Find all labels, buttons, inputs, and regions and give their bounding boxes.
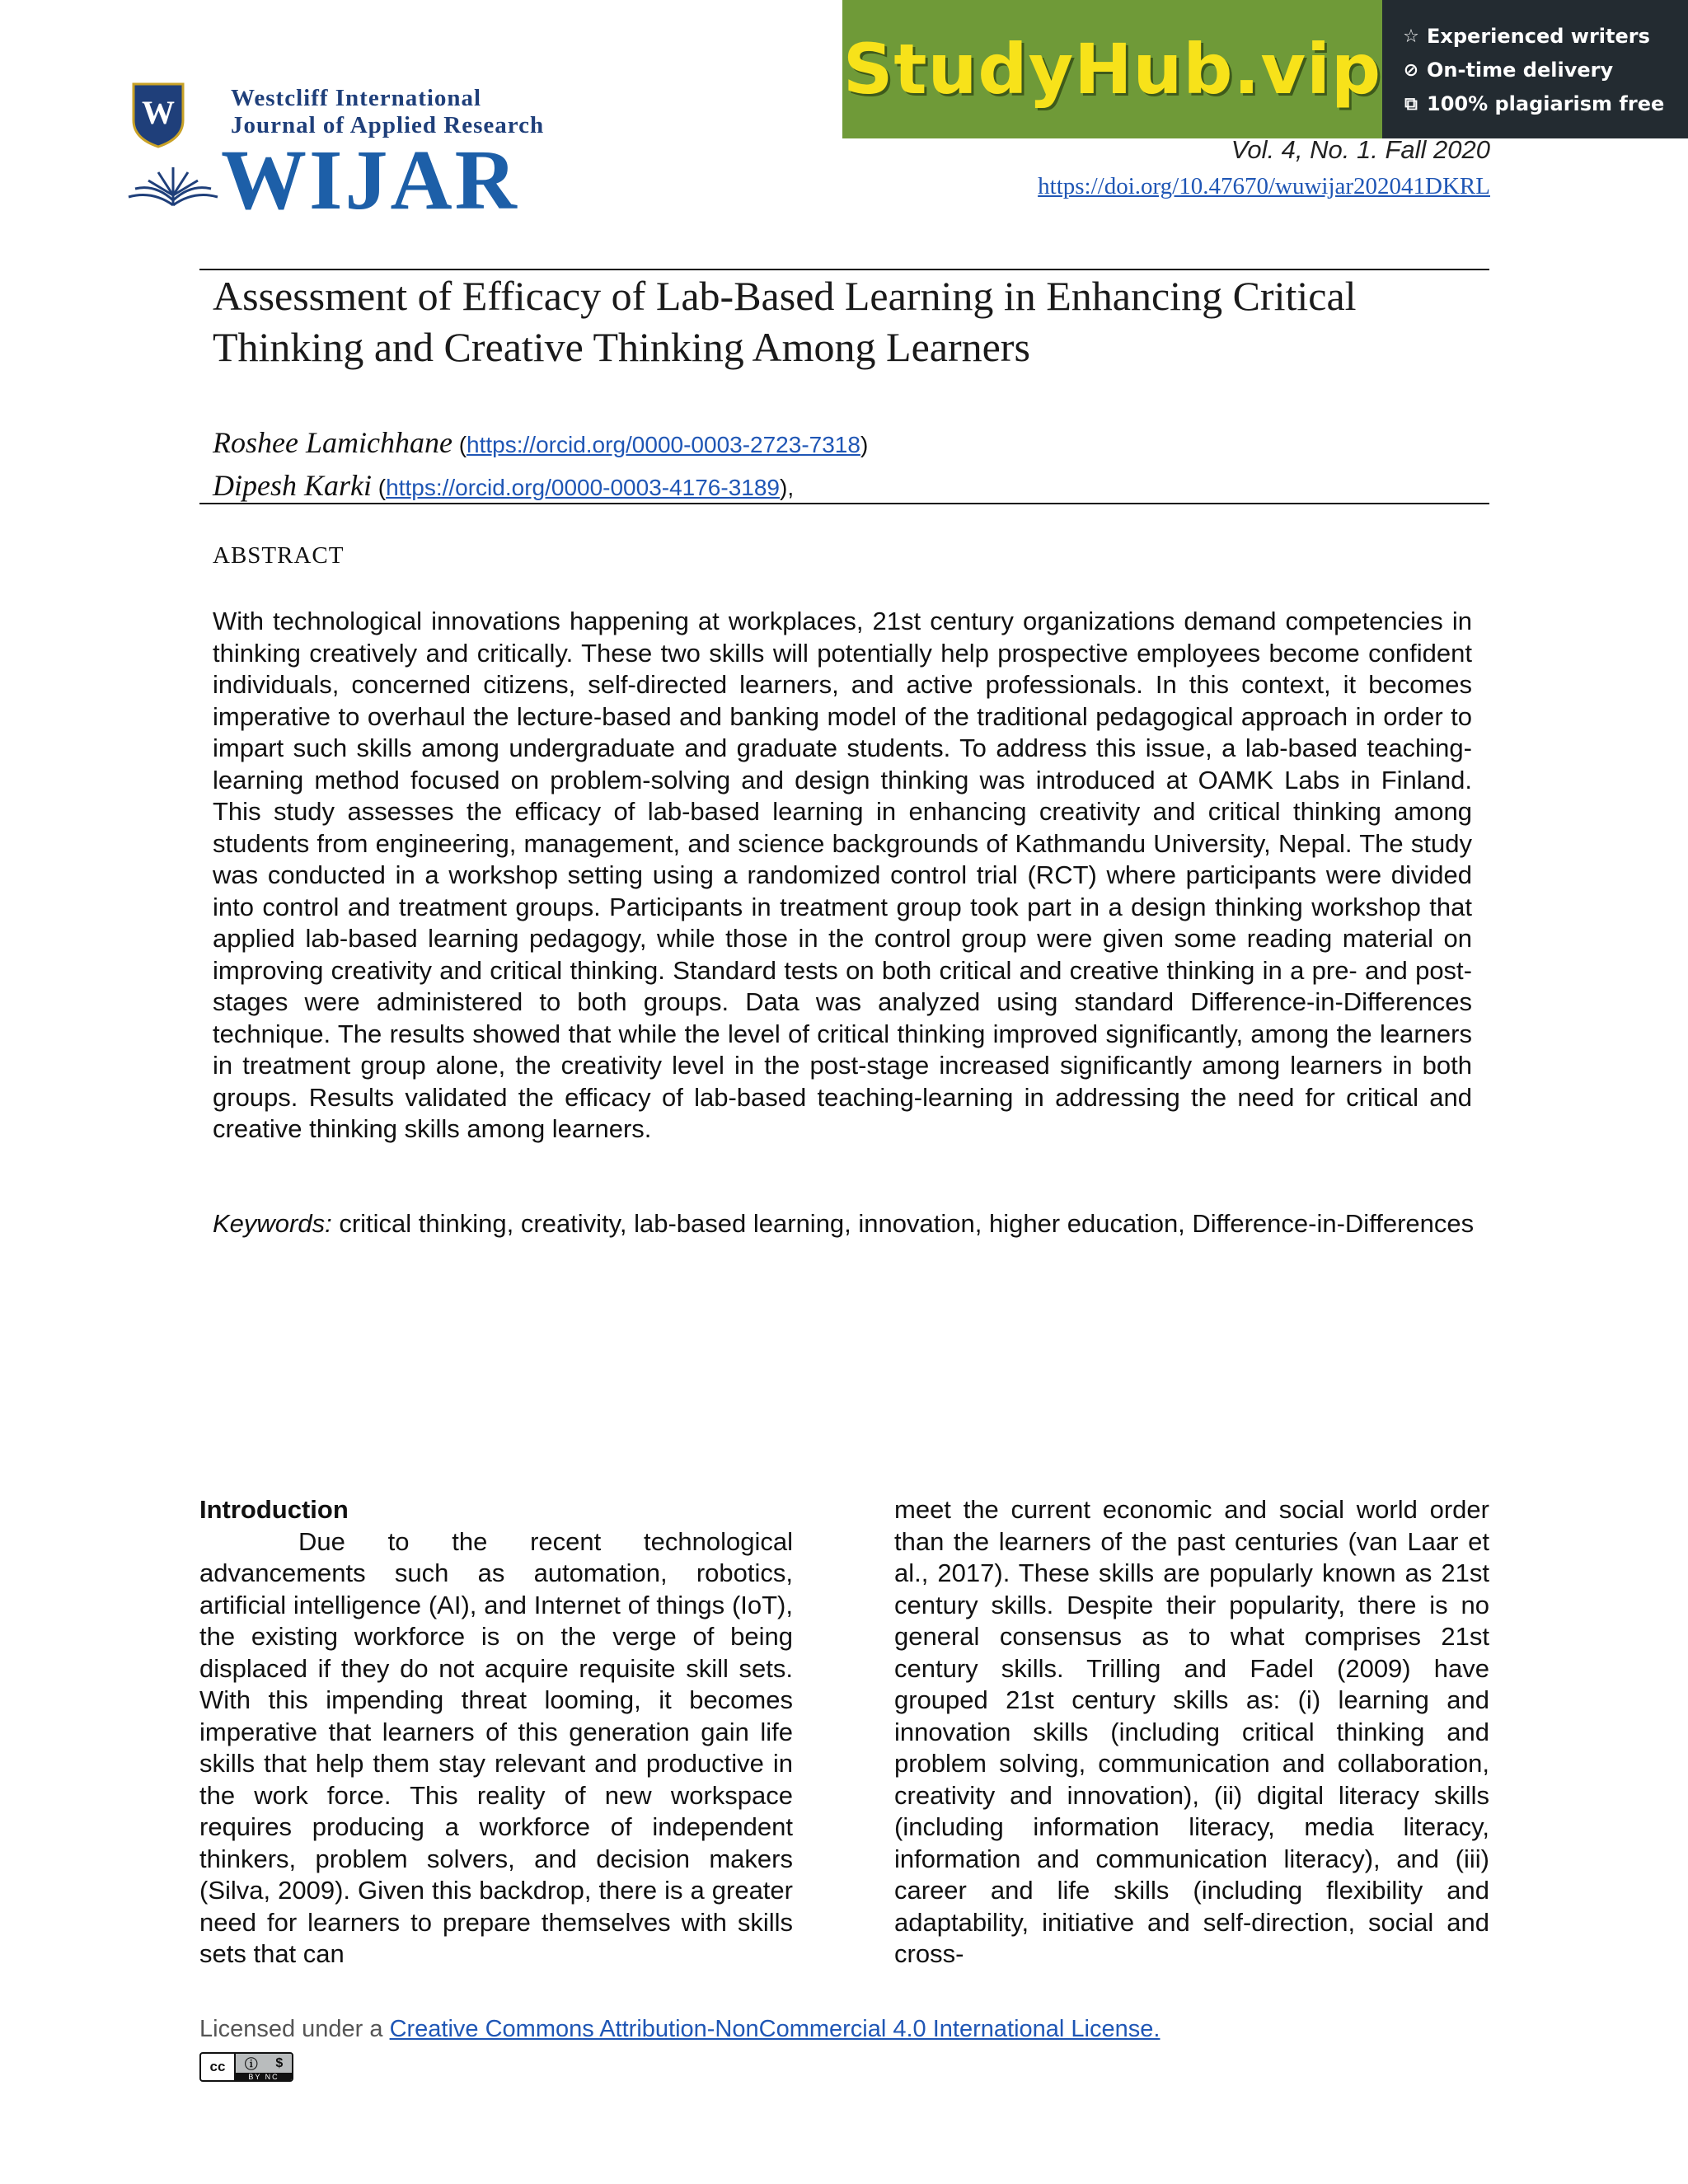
paper-title-line1: Assessment of Efficacy of Lab-Based Learning in Enhancing Critical [213, 273, 1357, 319]
volume-info: Vol. 4, No. 1. Fall 2020 [1231, 135, 1490, 164]
open-book-icon [124, 159, 223, 212]
intro-paragraph-left: Due to the recent technological advancements such as automation, robotics, artificial intelligence (AI), and Internet of things (IoT), the existing workforce is on the verge of being displaced if they do not acquire requisite skill sets. With this impending threat looming, it becomes imperative that learners of this generation gain life skills that help them stay relevant and productive in the work force. This reality of new workspace requires producing a workforce of independent thinkers, problem solvers, and decision makers (Silva, 2009). Given this backdrop, there is a greater need for learners to prepare themselves with skills sets that can [199, 1526, 793, 1968]
author-name: Dipesh Karki [213, 469, 372, 502]
paper-title [213, 270, 1482, 373]
journal-logo [124, 78, 560, 227]
journal-name-line1: Westcliff International [231, 85, 482, 111]
body-column-left [199, 1494, 793, 1971]
shield-logo-icon [132, 82, 185, 148]
license-link[interactable]: Creative Commons Attribution-NonCommercial 4.0 International License. [389, 2016, 1160, 2042]
author-entry: Roshee Lamichhane (https://orcid.org/0000-0003-2723-7318) [213, 426, 869, 459]
cc-badge-text: BY NC [236, 2073, 292, 2081]
noncommercial-icon: $ [275, 2055, 284, 2070]
journal-acronym: WIJAR [221, 133, 519, 227]
orcid-link[interactable]: https://orcid.org/0000-0003-2723-7318 [467, 432, 860, 457]
ad-feature-label: Experienced writers [1427, 25, 1650, 48]
author-suffix: ) [860, 432, 869, 457]
attribution-icon: ⓘ [244, 2058, 258, 2072]
author-name: Roshee Lamichhane [213, 426, 452, 459]
keywords-label: Keywords: [213, 1209, 332, 1238]
abstract-heading: ABSTRACT [213, 542, 345, 569]
doi-link[interactable]: https://doi.org/10.47670/wuwijar202041DKRL [1038, 173, 1490, 199]
authors-bottom-rule [199, 503, 1489, 504]
license-notice [199, 2016, 1160, 2043]
section-heading-introduction: Introduction [199, 1495, 349, 1524]
keywords-text: critical thinking, creativity, lab-based learning, innovation, higher education, Difference-in-Differences [331, 1209, 1475, 1238]
ad-feature-item [1400, 20, 1688, 54]
author-suffix: ), [780, 475, 795, 500]
orcid-link[interactable]: https://orcid.org/0000-0003-4176-3189 [386, 475, 780, 500]
ad-banner-brand[interactable]: StudyHub.vip [842, 29, 1382, 110]
journal-name-line2: Journal of Applied Research [231, 112, 545, 138]
svg-text:W: W [142, 94, 175, 131]
ad-feature-label: On-time delivery [1427, 59, 1614, 82]
intro-paragraph-right: meet the current economic and social world order than the learners of the past centuries (van Laar et al., 2017). These skills are popularly known as 21st century skills. Despite their popularity, there is no general consensus as to what comprises 21st century skills. Trilling and Fadel (2009) have grouped 21st century skills as: (i) learning and innovation skills (including critical thinking and problem solving, communication and collaboration, creativity and innovation), (ii) digital literacy skills (including information literacy, media literacy, information and communication literacy), and (iii) career and life skills (including flexibility and adaptability, initiative and self-direction, social and cross- [894, 1495, 1489, 1968]
copy-icon: ⧉ [1404, 94, 1418, 115]
cc-license-badge[interactable] [199, 2052, 293, 2082]
author-entry: Dipesh Karki (https://orcid.org/0000-0003-4176-3189), [213, 469, 795, 502]
star-icon: ☆ [1403, 26, 1419, 47]
body-column-right [894, 1494, 1489, 1971]
journal-name [231, 85, 544, 139]
ad-banner-brand-panel[interactable] [842, 0, 1382, 138]
ad-feature-item [1400, 87, 1688, 121]
ad-banner-features [1382, 0, 1688, 138]
cc-badge-right [236, 2054, 292, 2080]
paper-title-line2: Thinking and Creative Thinking Among Learners [213, 324, 1030, 370]
clock-icon: ⊘ [1403, 60, 1419, 81]
ad-feature-label: 100% plagiarism free [1427, 92, 1665, 115]
cc-badge-icons [236, 2054, 292, 2073]
license-prefix: Licensed under a [199, 2016, 390, 2042]
keywords [213, 1208, 1482, 1240]
ad-banner[interactable] [842, 0, 1688, 138]
abstract-text: With technological innovations happening at workplaces, 21st century organizations demand competencies in thinking creatively and critically. These two skills will potentially help prospective employees become confident individuals, concerned citizens, self-directed learners, and active professionals. In this context, it becomes imperative to overhaul the lecture-based and banking model of the traditional pedagogical approach in order to impart such skills among undergraduate and graduate students. To address this issue, a lab-based teaching-learning method focused on problem-solving and design thinking was introduced at OAMK Labs in Finland. This study assesses the efficacy of lab-based learning in enhancing creativity and critical thinking among students from engineering, management, and science backgrounds of Kathmandu University, Nepal. The study was conducted in a workshop setting using a randomized control trial (RCT) where participants were divided into control and treatment groups. Participants in treatment group took part in a design thinking workshop that applied lab-based learning pedagogy, while those in the control group were given some reading material on improving creativity and critical thinking. Standard tests on both critical and creative thinking in a pre- and post-stages were administered to both groups. Data was analyzed using standard Difference-in-Differences technique. The results showed that while the level of critical thinking improved significantly, among the learners in treatment group alone, the creativity level in the post-stage increased significantly among learners in both groups. Results validated the efficacy of lab-based teaching-learning in addressing the need for critical and creative thinking skills among learners. [213, 607, 1472, 1143]
cc-icon: cc [201, 2054, 236, 2080]
ad-feature-item [1400, 54, 1688, 87]
